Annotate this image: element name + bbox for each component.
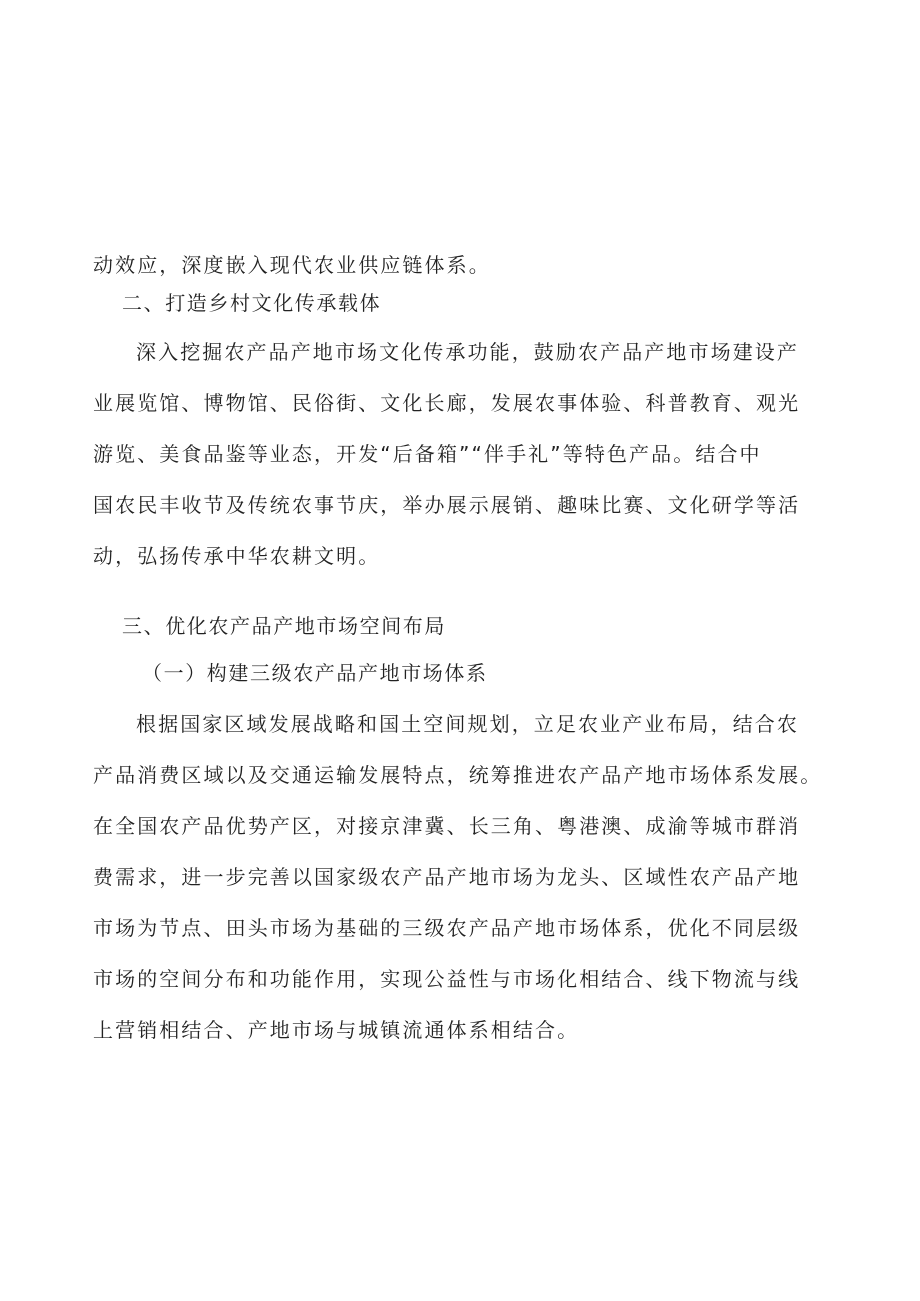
section-three-subheading: （一）构建三级农产品产地市场体系	[142, 661, 488, 685]
section-three-paragraph-line: 根据国家区域发展战略和国土空间规划，立足农业产业布局，结合农	[136, 712, 799, 736]
section-two-paragraph-line: 动，弘扬传承中华农耕文明。	[93, 544, 381, 568]
section-two-paragraph-line: 深入挖掘农产品产地市场文化传承功能，鼓励农产品产地市场建设产	[136, 340, 799, 364]
section-three-paragraph-line: 市场的空间分布和功能作用，实现公益性与市场化相结合、线下物流与线	[93, 967, 801, 991]
section-three-paragraph-line: 在全国农产品优势产区，对接京津冀、长三角、粤港澳、成渝等城市群消	[93, 814, 801, 838]
section-three-paragraph-line: 上营销相结合、产地市场与城镇流通体系相结合。	[93, 1018, 580, 1042]
section-two-paragraph-line: 国农民丰收节及传统农事节庆，举办展示展销、趣味比赛、文化研学等活	[93, 493, 801, 517]
section-three-paragraph-line: 产品消费区域以及交通运输发展特点，统筹推进农产品产地市场体系发展。	[93, 763, 823, 787]
section-two-paragraph-line: 业展览馆、博物馆、民俗街、文化长廊，发展农事体验、科普教育、观光	[93, 391, 801, 415]
section-three-paragraph-line: 市场为节点、田头市场为基础的三级农产品产地市场体系，优化不同层级	[93, 916, 801, 940]
continuation-line: 动效应，深度嵌入现代农业供应链体系。	[93, 253, 491, 277]
section-two-heading: 二、打造乡村文化传承载体	[122, 291, 382, 315]
section-three-heading: 三、优化农产品产地市场空间布局	[122, 614, 446, 638]
section-two-paragraph-line: 游览、美食品鉴等业态，开发“后备箱”“伴手礼”等特色产品。结合中	[93, 442, 762, 466]
section-three-paragraph-line: 费需求，进一步完善以国家级农产品产地市场为龙头、区域性农产品产地	[93, 865, 801, 889]
